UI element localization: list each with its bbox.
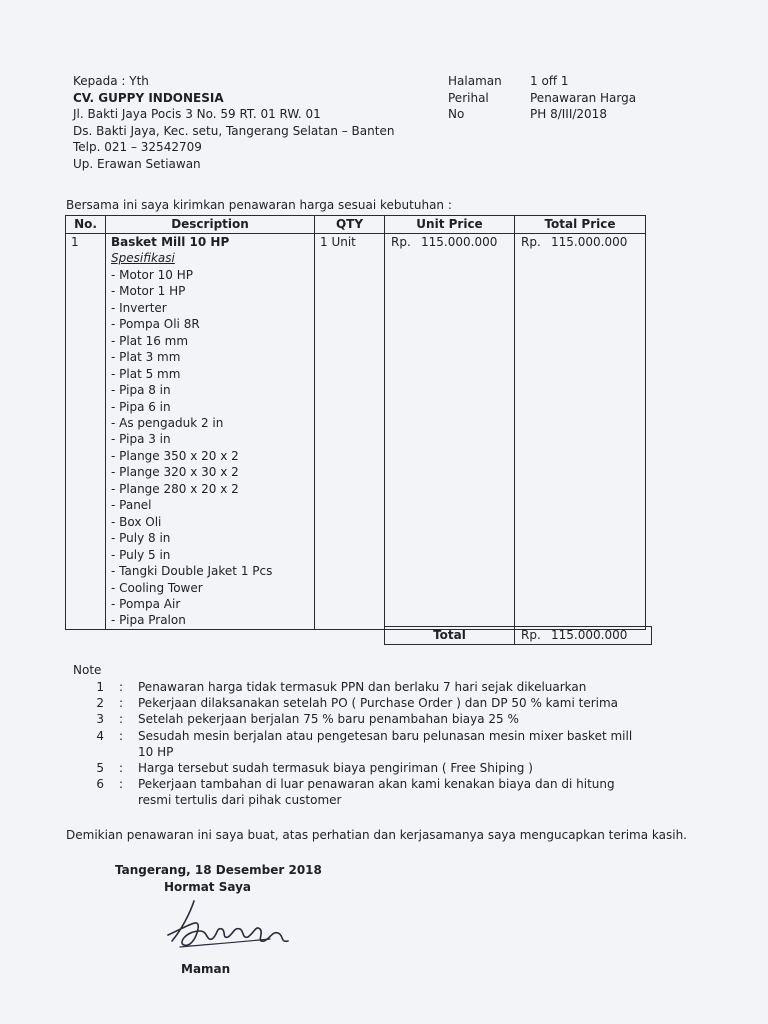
header-qty: QTY: [315, 216, 385, 234]
meta-perihal-value: Penawaran Harga: [530, 90, 637, 105]
spec-item: - Tangki Double Jaket 1 Pcs: [111, 564, 273, 579]
header-unit-price: Unit Price: [385, 216, 515, 234]
note-list: [88, 679, 648, 809]
meta-perihal-label: Perihal: [448, 90, 489, 105]
spec-item: - Puly 8 in: [111, 531, 171, 546]
spec-item: - Plange 320 x 30 x 2: [111, 465, 239, 480]
note-colon: :: [118, 680, 124, 694]
meta-no: [448, 106, 636, 123]
note-item: [88, 679, 648, 695]
row-no: 1: [66, 234, 106, 630]
unit-price-value: 115.000.000: [421, 235, 498, 249]
recipient-phone: Telp. 021 – 32542709: [73, 140, 202, 155]
meta-perihal: [448, 90, 636, 107]
note-item: [88, 728, 648, 760]
table-header-row: [66, 216, 646, 234]
total-label: Total: [385, 627, 515, 645]
note-text: Penawaran harga tidak termasuk PPN dan berlaku 7 hari sejak dikeluarkan: [138, 680, 587, 694]
spec-item: - Inverter: [111, 300, 167, 315]
note-number: 2: [96, 696, 104, 711]
note-number: 5: [96, 761, 104, 776]
spec-item: - Plat 16 mm: [111, 333, 189, 348]
note-number: 3: [96, 712, 104, 727]
note-colon: :: [118, 777, 124, 792]
spec-item: - Motor 10 HP: [111, 267, 193, 282]
spec-item: - Plange 350 x 20 x 2: [111, 448, 239, 463]
intro-text: Bersama ini saya kirimkan penawaran harga sesuai kebutuhan :: [66, 198, 452, 212]
note-colon: :: [118, 761, 124, 776]
spec-item: - Plat 3 mm: [111, 350, 181, 365]
unit-price-currency: Rp.: [391, 235, 411, 249]
recipient-address-line-1: Jl. Bakti Jaya Pocis 3 No. 59 RT. 01 RW. 01: [73, 107, 321, 122]
price-table: [65, 215, 646, 630]
note-text: Harga tersebut sudah termasuk biaya pengiriman ( Free Shiping ): [138, 761, 533, 776]
row-total-price: [515, 234, 646, 630]
total-amount-currency: Rp.: [521, 628, 541, 642]
recipient-company: CV. GUPPY INDONESIA: [73, 90, 224, 105]
recipient-block: [73, 73, 394, 173]
document-meta: [448, 73, 636, 123]
closing-text: Demikian penawaran ini saya buat, atas perhatian dan kerjasamanya saya mengucapkan terima kasih.: [66, 828, 687, 842]
total-row: [384, 626, 652, 645]
note-text: Sesudah mesin berjalan atau pengetesan baru pelunasan mesin mixer basket mill 10 HP: [138, 728, 633, 759]
note-number: 6: [96, 777, 104, 792]
row-qty: 1 Unit: [315, 234, 385, 630]
spec-item: - Cooling Tower: [111, 580, 203, 595]
note-item: [88, 695, 648, 711]
spec-item: - Puly 5 in: [111, 547, 171, 562]
note-colon: :: [118, 712, 124, 727]
note-item: [88, 760, 648, 776]
meta-halaman-value: 1 off 1: [530, 74, 569, 88]
row-description: [106, 234, 315, 630]
spec-item: - Pipa 3 in: [111, 432, 171, 447]
spec-item: - Pompa Oli 8R: [111, 317, 200, 332]
row-unit-price: [385, 234, 515, 630]
header-no: No.: [66, 216, 106, 234]
header-description: Description: [106, 216, 315, 234]
spec-item: - Pipa 6 in: [111, 399, 171, 414]
table-row: [66, 234, 646, 630]
note-title: Note: [73, 663, 102, 677]
total-price-currency: Rp.: [521, 235, 541, 249]
spec-item: - As pengaduk 2 in: [111, 415, 224, 430]
spec-label: Spesifikasi: [111, 251, 175, 266]
signer-name: Maman: [181, 962, 231, 976]
hormat-saya: Hormat Saya: [164, 880, 252, 894]
note-item: [88, 711, 648, 727]
note-item: [88, 776, 648, 808]
place-date: Tangerang, 18 Desember 2018: [115, 863, 322, 877]
note-number: 4: [96, 728, 104, 743]
note-colon: :: [118, 728, 124, 743]
note-text: Setelah pekerjaan berjalan 75 % baru penambahan biaya 25 %: [138, 712, 519, 727]
total-amount: [515, 627, 652, 645]
recipient-greeting: Kepada : Yth: [73, 74, 149, 88]
note-number: 1: [96, 680, 104, 694]
item-title: Basket Mill 10 HP: [111, 235, 230, 249]
meta-no-label: No: [448, 107, 465, 122]
spec-list: [111, 267, 314, 629]
spec-item: - Box Oli: [111, 514, 162, 529]
spec-item: - Panel: [111, 498, 152, 513]
note-text: Pekerjaan dilaksanakan setelah PO ( Purchase Order ) dan DP 50 % kami terima: [138, 696, 619, 711]
meta-halaman: [448, 73, 636, 90]
total-price-value: 115.000.000: [551, 235, 628, 249]
spec-item: - Pipa 8 in: [111, 383, 171, 398]
spec-item: - Pompa Air: [111, 596, 181, 611]
spec-item: - Plat 5 mm: [111, 366, 181, 381]
recipient-attention: Up. Erawan Setiawan: [73, 156, 201, 171]
meta-no-value: PH 8/III/2018: [530, 107, 607, 122]
header-total-price: Total Price: [515, 216, 646, 234]
note-text: Pekerjaan tambahan di luar penawaran akan kami kenakan biaya dan di hitung resmi tertulis dari pihak customer: [138, 777, 615, 808]
note-colon: :: [118, 696, 124, 711]
spec-item: - Plange 280 x 20 x 2: [111, 481, 239, 496]
recipient-address-line-2: Ds. Bakti Jaya, Kec. setu, Tangerang Selatan – Banten: [73, 123, 395, 138]
handwritten-signature: [160, 895, 300, 955]
spec-item: - Pipa Pralon: [111, 613, 186, 628]
meta-halaman-label: Halaman: [448, 74, 502, 88]
spec-item: - Motor 1 HP: [111, 284, 186, 299]
total-amount-value: 115.000.000: [551, 628, 628, 642]
